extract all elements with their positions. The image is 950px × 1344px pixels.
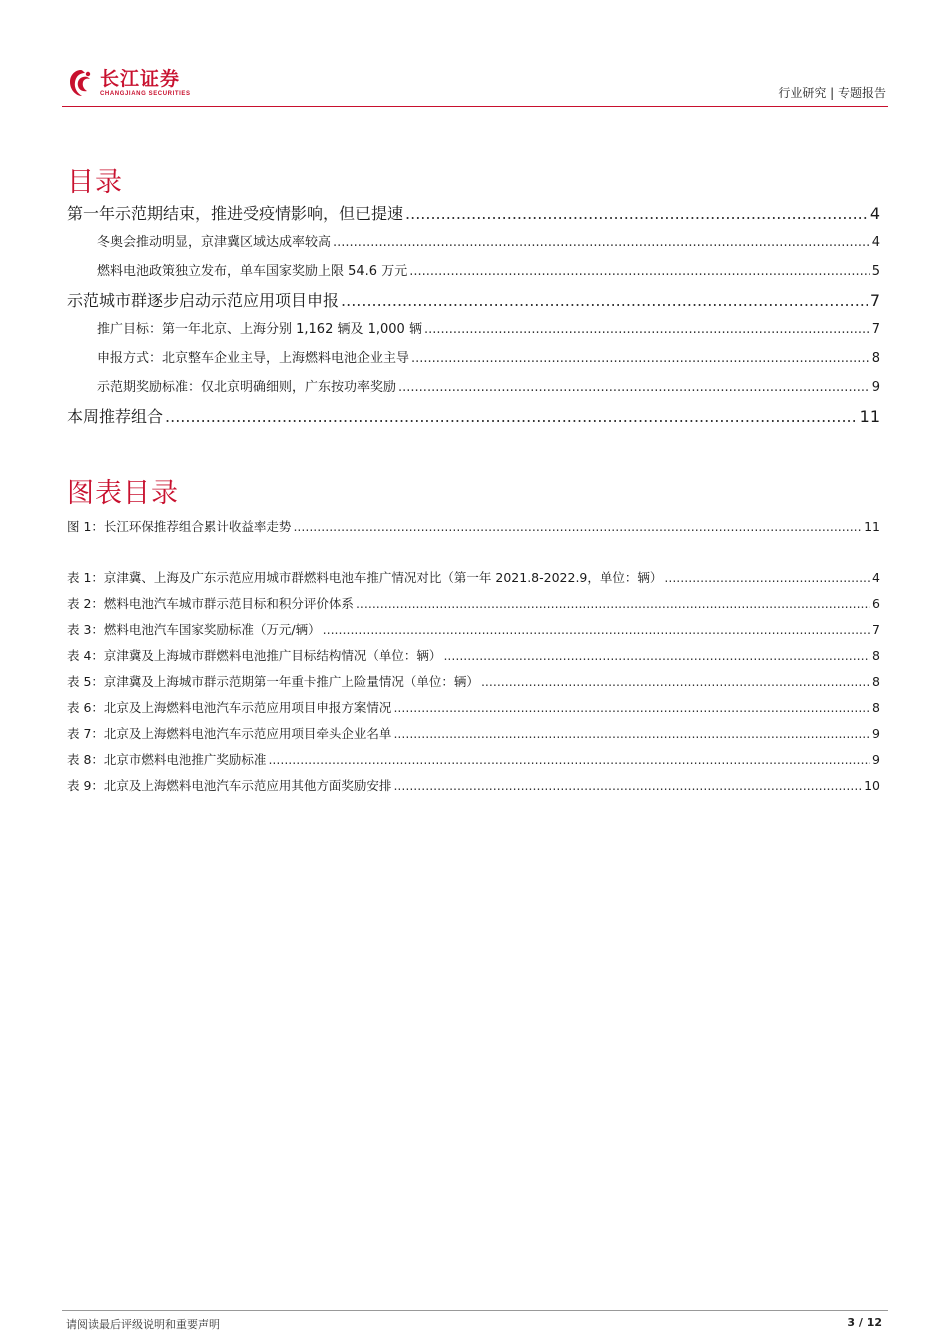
dot-leader (356, 591, 870, 617)
toc-entry-page: 4 (869, 204, 880, 223)
logo-english-name: CHANGJIANG SECURITIES (100, 91, 191, 97)
table-entry[interactable] (67, 591, 880, 617)
dot-leader (481, 669, 870, 695)
table-entry[interactable] (67, 669, 880, 695)
table-entry[interactable] (67, 747, 880, 773)
logo-emblem-icon (66, 66, 96, 100)
dot-leader (443, 643, 870, 669)
figure-list-title: 图表目录 (67, 478, 179, 509)
table-entry[interactable] (67, 773, 880, 799)
table-entry-page: 4 (872, 570, 880, 585)
toc-entry[interactable] (67, 402, 880, 431)
toc-entry-label: 推广目标：第一年北京、上海分别 1,162 辆及 1,000 辆 (97, 322, 422, 337)
table-entry-page: 9 (872, 752, 880, 767)
toc-subentry[interactable] (67, 257, 880, 286)
table-entry[interactable] (67, 695, 880, 721)
table-entry-label: 表 7：北京及上海燃料电池汽车示范应用项目牵头企业名单 (67, 726, 392, 741)
table-entry[interactable] (67, 721, 880, 747)
dot-leader (341, 286, 868, 315)
toc-entry-label: 燃料电池政策独立发布，单车国家奖励上限 54.6 万元 (97, 264, 408, 279)
dot-leader (398, 373, 870, 402)
toc-entry-page: 8 (871, 351, 880, 366)
table-entry-page: 8 (872, 648, 880, 663)
dot-leader (333, 228, 870, 257)
table-entry-label: 表 5：京津冀及上海城市群示范期第一年重卡推广上险量情况（单位：辆） (67, 674, 479, 689)
dot-leader (393, 695, 870, 721)
dot-leader (409, 257, 870, 286)
page-header (62, 62, 888, 106)
table-entry-label: 表 4：京津冀及上海城市群燃料电池推广目标结构情况（单位：辆） (67, 648, 442, 663)
table-entry-label: 表 6：北京及上海燃料电池汽车示范应用项目申报方案情况 (67, 700, 392, 715)
dot-leader (293, 514, 862, 540)
dot-leader (424, 315, 870, 344)
toc-entry[interactable] (67, 199, 880, 228)
toc-entry-label: 第一年示范期结束，推进受疫情影响，但已提速 (67, 204, 404, 223)
table-entry-label: 表 1：京津冀、上海及广东示范应用城市群燃料电池车推广情况对比（第一年 2021.8-2022.9，单位：辆） (67, 570, 663, 585)
dot-leader (268, 747, 870, 773)
dot-leader (411, 344, 870, 373)
table-entry[interactable] (67, 617, 880, 643)
logo-chinese-name: 长江证券 (100, 68, 181, 90)
table-entry-page: 8 (872, 700, 880, 715)
toc-subentry[interactable] (67, 315, 880, 344)
header-divider (62, 106, 888, 107)
table-entry-page: 7 (872, 622, 880, 637)
toc-entry-page: 11 (859, 407, 880, 426)
toc-entry-label: 本周推荐组合 (67, 407, 164, 426)
page-number (847, 1316, 882, 1329)
table-entry-label: 表 8：北京市燃料电池推广奖励标准 (67, 752, 267, 767)
page-total: 12 (866, 1316, 882, 1329)
toc-entry-page: 7 (869, 291, 880, 310)
table-entry-page: 10 (864, 778, 880, 793)
table-entry-label: 表 2：燃料电池汽车城市群示范目标和积分评价体系 (67, 596, 354, 611)
toc-title: 目录 (67, 167, 123, 198)
table-entry[interactable] (67, 643, 880, 669)
toc-entry-page: 5 (871, 264, 880, 279)
page-current: 3 (847, 1316, 855, 1329)
table-entry-page: 6 (872, 596, 880, 611)
toc-entry-label: 申报方式：北京整车企业主导，上海燃料电池企业主导 (97, 351, 410, 366)
dot-leader (664, 565, 870, 591)
toc-entry-page: 7 (871, 322, 880, 337)
toc-list (67, 199, 880, 431)
dot-leader (393, 773, 862, 799)
toc-entry-page: 9 (871, 380, 880, 395)
report-category: 行业研究 | 专题报告 (778, 86, 886, 100)
dot-leader (323, 617, 870, 643)
dot-leader (393, 721, 870, 747)
dot-leader (405, 199, 868, 228)
footer-divider (62, 1310, 888, 1311)
toc-entry[interactable] (67, 286, 880, 315)
table-entry-label: 表 9：北京及上海燃料电池汽车示范应用其他方面奖励安排 (67, 778, 392, 793)
footer-disclaimer: 请阅读最后评级说明和重要声明 (66, 1318, 220, 1331)
page-separator: / (858, 1316, 863, 1329)
dot-leader (165, 402, 858, 431)
toc-subentry[interactable] (67, 373, 880, 402)
toc-entry-label: 冬奥会推动明显，京津冀区域达成率较高 (97, 235, 332, 250)
table-entry-page: 8 (872, 674, 880, 689)
table-entry-label: 表 3：燃料电池汽车国家奖励标准（万元/辆） (67, 622, 321, 637)
figure-entry[interactable] (67, 514, 880, 540)
toc-subentry[interactable] (67, 344, 880, 373)
figure-entry-page: 11 (864, 519, 880, 534)
company-logo (66, 66, 191, 100)
toc-entry-label: 示范城市群逐步启动示范应用项目申报 (67, 291, 340, 310)
page-footer (62, 1310, 888, 1331)
table-entry[interactable] (67, 565, 880, 591)
toc-entry-label: 示范期奖励标准：仅北京明确细则，广东按功率奖励 (97, 380, 397, 395)
table-entry-page: 9 (872, 726, 880, 741)
table-list (67, 565, 880, 799)
figure-entry-label: 图 1：长江环保推荐组合累计收益率走势 (67, 519, 292, 534)
toc-subentry[interactable] (67, 228, 880, 257)
toc-entry-page: 4 (871, 235, 880, 250)
figure-list (67, 514, 880, 540)
